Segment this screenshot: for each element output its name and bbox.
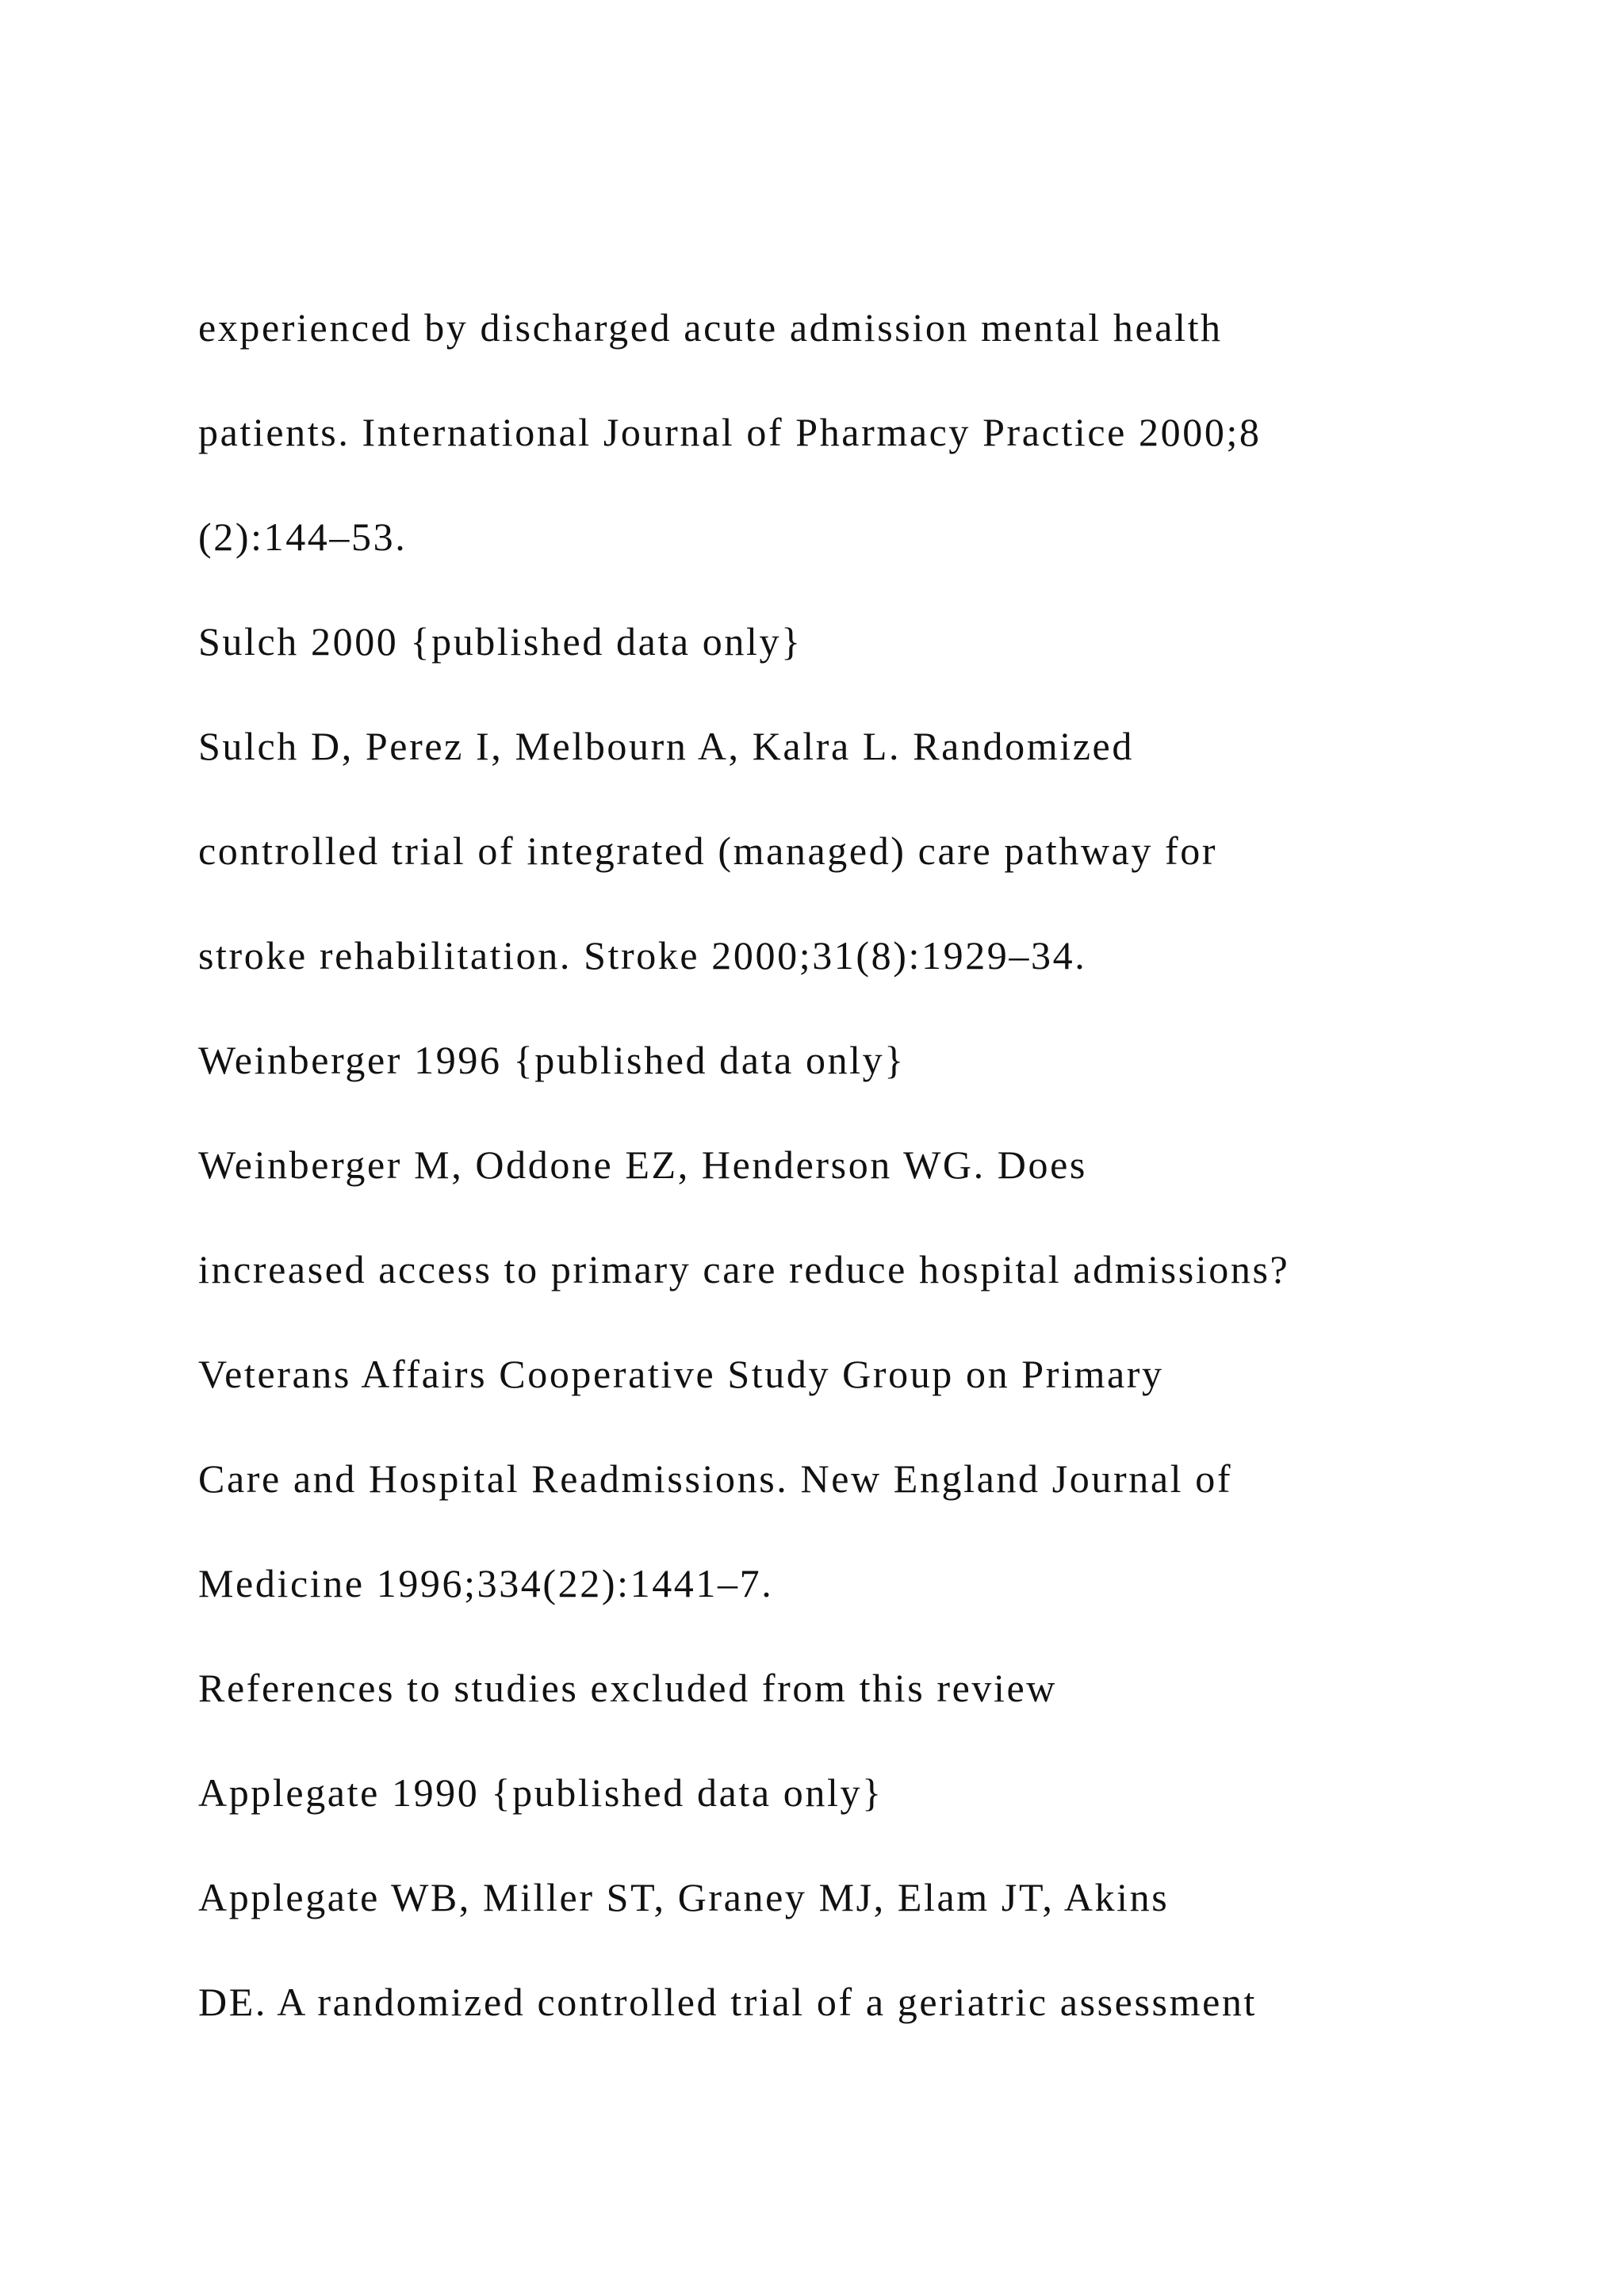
section-heading: References to studies excluded from this review (198, 1666, 1057, 1710)
study-heading: Weinberger 1996 {published data only} (198, 1038, 906, 1082)
text-line: Weinberger M, Oddone EZ, Henderson WG. Does (198, 1142, 1087, 1187)
text-line: patients. International Journal of Pharmacy Practice 2000;8 (198, 410, 1262, 454)
text-line: experienced by discharged acute admission mental health (198, 305, 1223, 350)
text-line: increased access to primary care reduce hospital admissions? (198, 1247, 1290, 1292)
text-line: Veterans Affairs Cooperative Study Group on Primary (198, 1352, 1164, 1396)
reference-text-block (198, 300, 1546, 2079)
text-line: Care and Hospital Readmissions. New England Journal of (198, 1456, 1233, 1501)
text-line: controlled trial of integrated (managed) care pathway for (198, 828, 1218, 873)
text-line: Sulch D, Perez I, Melbourn A, Kalra L. Randomized (198, 724, 1134, 768)
text-line: DE. A randomized controlled trial of a geriatric assessment (198, 1980, 1257, 2024)
text-line: Applegate WB, Miller ST, Graney MJ, Elam JT, Akins (198, 1875, 1170, 1919)
study-heading: Applegate 1990 {published data only} (198, 1770, 883, 1815)
text-line: Medicine 1996;334(22):1441–7. (198, 1561, 774, 1605)
study-heading: Sulch 2000 {published data only} (198, 619, 802, 664)
text-line: stroke rehabilitation. Stroke 2000;31(8):1929–34. (198, 933, 1087, 978)
text-line: (2):144–53. (198, 515, 408, 559)
